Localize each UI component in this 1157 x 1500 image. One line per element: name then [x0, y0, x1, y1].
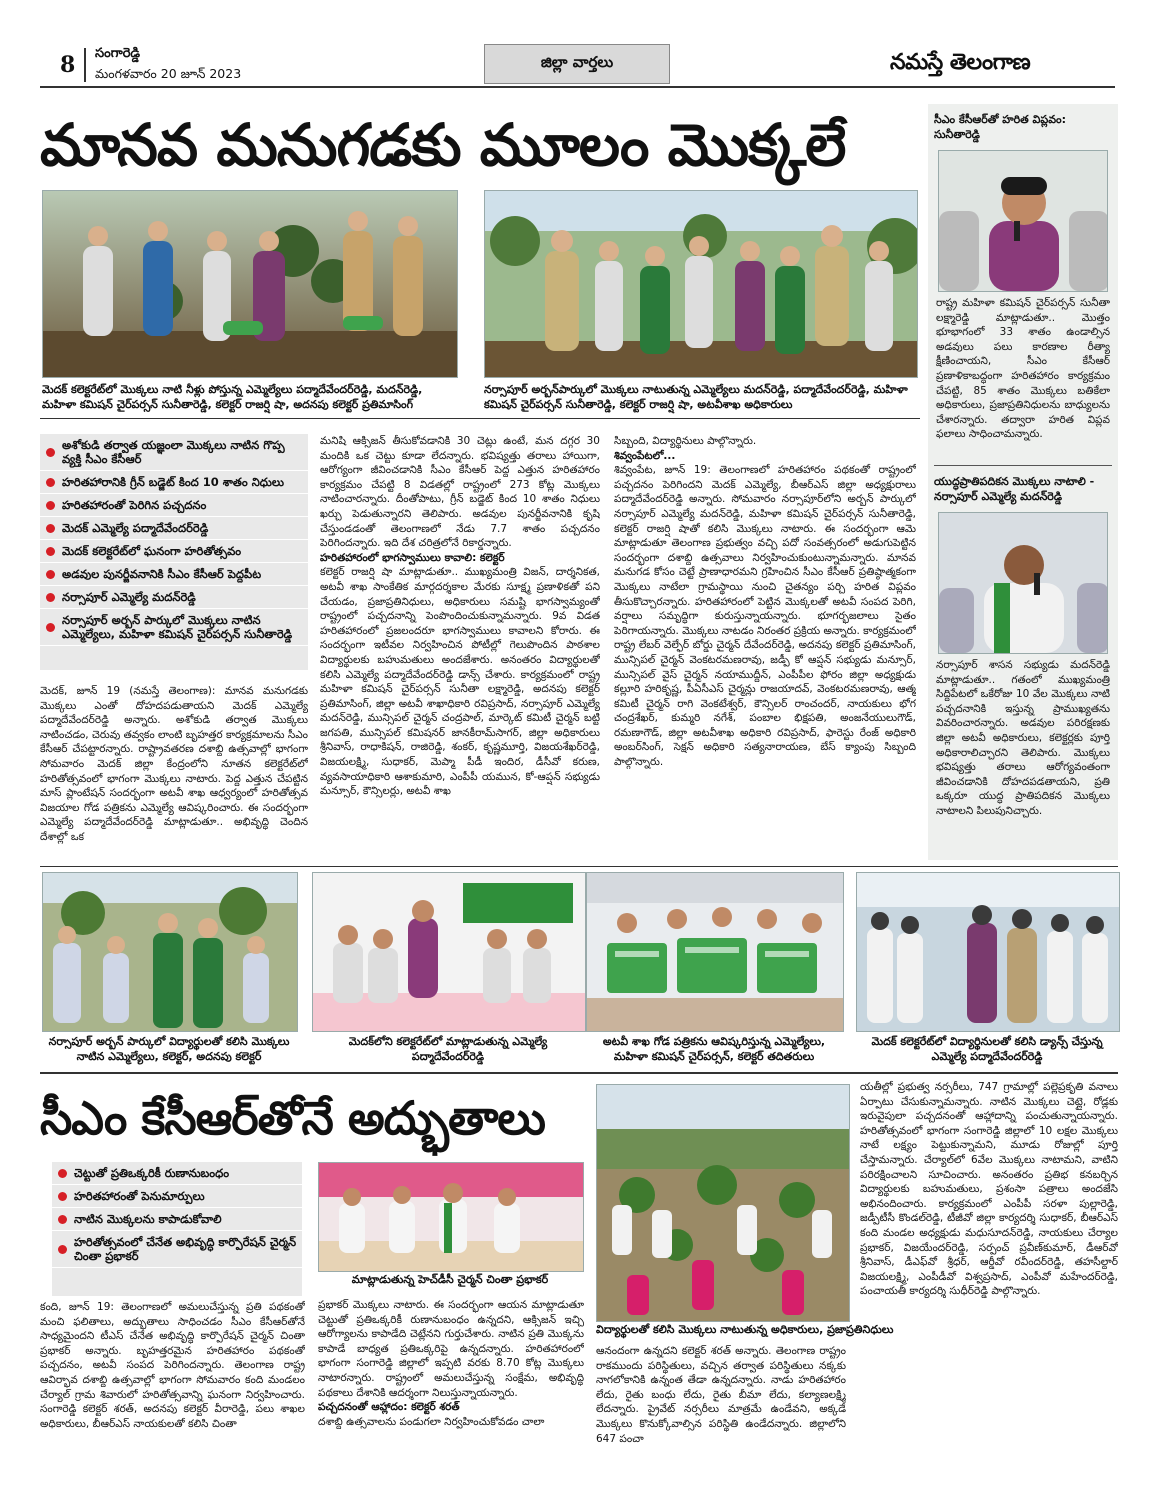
photo-students-icon: [43, 873, 297, 1031]
strip-rule-bottom: [40, 1072, 1118, 1074]
strip-caption-2: మెదక్‌లోని కలెక్టరేట్‌లో మాట్లాడుతున్న ఎమ్మెల్యే పద్మాదేవేందర్‌రెడ్డి: [348, 1035, 548, 1063]
bullet-dot-icon: [46, 501, 55, 510]
photo-crowd-icon: [857, 873, 1119, 1031]
photo-plantation-icon: [597, 1085, 849, 1321]
photo-sunitha-reddy: [938, 150, 1108, 292]
page-number: 8: [60, 52, 76, 78]
photo-stage-icon: [313, 873, 585, 1031]
sidebar-box1-body-wrap: [928, 296, 1118, 461]
main-body-text: కలెక్టర్ రాజర్షి షా మాట్లాడుతూ.. ముఖ్యమంత్రి విజన్, దార్శనికత, అటవీ శాఖ సాంకేతిక మార్గదర్శకాల మేరకు సూక్ష్మ ప్రణాళికతో పని చేయడం, ప్రజాప్రతినిధులు, అధికారులు సమష్టి భాగస్వామ్యంతో రాష్ట్రంలో పచ్చదనాన్ని పెంపొందించుకున్నామన్నారు. 9వ విడత హరితహారంలో ప్రజలందరూ భాగస్వాములు కావాలని కోరారు. ఈ సందర్భంగా ఇటీవల నిర్వహించిన పోటీల్లో గెలుపొందిన పాఠశాల విద్యార్థులకు బహుమతులు అందజేశారు. అనంతరం విద్యార్థులతో కలిసి ఎమ్మెల్యే పద్మాదేవేందర్‌రెడ్డి డాన్స్ చేశారు. కార్యక్రమంలో రాష్ట్ర మహిళా కమిషన్ చైర్‌పర్సన్ సునీతా లక్ష్మారెడ్డి, అదనపు కలెక్టర్ ప్రతిమాసింగ్, జిల్లా అటవీ శాఖాధికారి రవిప్రసాద్, నర్సాపూర్ ఎమ్మెల్యే మదన్‌రెడ్డి, మున్సిపల్ చైర్మన్ చంద్రపాల్, మార్కెట్ కమిటీ చైర్మన్ బట్టి జగపతి, మున్సిపల్ కమిషనర్ జానకీరామ్‌సాగర్, జిల్లా అధికారులు శ్రీనివాస్, రాధాకిషన్, రాజిరెడ్డి, శంకర్, కృష్ణమూర్తి, విజయశేఖర్‌రెడ్డి, విజయలక్ష్మి, సుధాకర్, మెప్మా పీడీ ఇందిర, డీసీవో కరుణ, వ్యవసాయాధికారి ఆశాకుమారి, ఎంపీపీ యమున, కో-ఆప్షన్ సభ్యుడు మన్సూర్, కౌన్సిలర్లు, అటవీ శాఖ: [320, 566, 600, 798]
highlight-item: హరితహారానికి గ్రీన్ బడ్జెట్ కింద 10 శాతం నిధులు: [40, 471, 308, 494]
photo-poster-icon: [587, 873, 843, 1031]
bullet-dot-icon: [58, 1169, 67, 1178]
bullet-dot-icon: [58, 1215, 67, 1224]
photo-mla-speaking: [312, 872, 586, 1032]
sidebar-divider: [934, 465, 1112, 466]
bullet-dot-icon: [46, 524, 55, 533]
second-column-2: [318, 1298, 584, 1490]
second-column-1: [40, 1300, 305, 1490]
highlight-item: హరితహారంతో పెరిగిన పచ్చదనం: [40, 494, 308, 517]
second-body-text: కంది, జూన్ 19: తెలంగాణలో అమలుచేస్తున్న ప్రతి పథకంతో మంచి ఫలితాలు, అద్భుతాలు సాధించడం సీఎం కేసీఆర్‌తోనే సాధ్యమైందని టీఎస్ చేనేత అభివృద్ధి కార్పొరేషన్ చైర్మన్ చింతా ప్రభాకర్ అన్నారు. బృహత్తరమైన హరితహారం పథకంతో పచ్చదనం, అటవీ సంపద పెరిగిందన్నారు. తెలంగాణ రాష్ట్ర ఆవిర్భావ దశాబ్ది ఉత్సవాల్లో భాగంగా సోమవారం కంది మండలం చేర్యాల్ గ్రామ శివారులో హరితోత్సవాన్ని ఘనంగా నిర్వహించారు. సంగారెడ్డి కలెక్టర్ శరత్, అదనపు కలెక్టర్ వీరారెడ్డి, పలు శాఖల అధికారులు, బీఆర్‌ఎస్ నాయకులతో కలిసి చింతా: [40, 1301, 305, 1430]
main-body-text: శివ్వంపేట, జూన్ 19: తెలంగాణలో హరితహారం పథకంతో రాష్ట్రంలో పచ్చదనం పెరిగిందని మెదక్ ఎమ్మెల్యే, బీఆర్‌ఎస్ జిల్లా అధ్యక్షురాలు పద్మాదేవేందర్‌రెడ్డి అన్నారు. సోమవారం నర్సాపూర్‌లోని అర్బన్ పార్కులో నర్సాపూర్ ఎమ్మెల్యే మదన్‌రెడ్డి, మహిళా కమిషన్ చైర్‌పర్సన్ సునీతారెడ్డి, కలెక్టర్ రాజర్షి షాతో కలిసి మొక్కలు నాటారు. ఈ సందర్భంగా ఆమె మాట్లాడుతూ తెలంగాణ ప్రభుత్వం వచ్చి పదో సంవత్సరంలో అడుగుపెట్టిన సందర్భంగా దశాబ్ది ఉత్సవాలు నిర్వహించుకుంటున్నామన్నారు. మానవ మనుగడ కోసం చెట్టే ప్రాణాధారమని గ్రహించిన సీఎం కేసీఆర్ ప్రతిష్ఠాత్మకంగా మొక్కలు నాటేలా గ్రామస్థాయి నుంచి చైతన్యం పర్చి హరిత విప్లవం తీసుకొచ్చారన్నారు. హరితహారంలో పెట్టిన మొక్కలతో అటవీ సంపద పెరిగి, వర్షాలు సమృద్ధిగా కురుస్తున్నాయన్నారు. భూగర్భజలాలు సైతం పెరిగాయన్నారు. మొక్కలు నాటడం నిరంతర ప్రక్రియ అన్నారు. కార్యక్రమంలో రాష్ట్ర లేబర్ వెల్ఫేర్ బోర్డు చైర్మన్ దేవేందర్‌రెడ్డి, అదనపు కలెక్టర్ ప్రతిమాసింగ్, మున్సిపల్ చైర్మన్ వెంకటరమణరావు, జడ్పీ కో ఆప్షన్ సభ్యుడు మన్సూర్, మున్సిపల్ వైస్ చైర్మన్ నయాముద్దీన్, ఎంపీపీల ఫోరం జిల్లా అధ్యక్షుడు కల్లూరి హరికృష్ణ, పీఏసీఎస్ చైర్మన్లు రాజయాదవ్, వెంకటరమణరావు, ఆత్మ కమిటీ చైర్మన్ రాగి వెంకటేశ్వర్, కౌన్సిలర్ రాంచందర్, నాయకులు భోగ చంద్రశేఖర్, కుమ్మరి నగేశ్, పంబాల భిక్షపతి, అంజనేయులుగౌడ్, రమణాగౌడ్, జిల్లా అటవీశాఖ అధికారి రవిప్రసాద్, ఫారెస్టు రేంజ్ అధికారి అంబర్‌సింగ్, సెక్షన్ అధికారి సత్యనారాయణ, బేస్ క్యాంపు సిబ్బంది పాల్గొన్నారు.: [614, 464, 916, 769]
highlight-item: మెదక్ ఎమ్మెల్యే పద్మాదేవేందర్‌రెడ్డి: [40, 517, 308, 540]
strip-rule-top: [40, 866, 1118, 867]
photo1-caption: మెదక్ కలెక్టరేట్‌లో మొక్కలు నాటి నీళ్లు పోస్తున్న ఎమ్మెల్యేలు పద్మాదేవేందర్‌రెడ్డి, మదన్‌రెడ్డి, మహిళా కమిషన్ చైర్‌పర్సన్ సునీతారెడ్డి, కలెక్టర్ రాజర్షి షా, అదనపు కలెక్టర్ ప్రతిమాసింగ్: [42, 383, 423, 411]
bullet-dot-icon: [46, 448, 55, 457]
photo-speaker-icon: [939, 151, 1108, 291]
masthead-logo: నమస్తే తెలంగాణ: [890, 50, 1031, 75]
photo-mass-plantation: [596, 1084, 850, 1322]
main-headline: మానవ మనుగడకు మూలం మొక్కలే: [40, 111, 846, 179]
photo-students-dance: [856, 872, 1120, 1032]
sidebar-box2-body-wrap: [928, 658, 1118, 863]
bullet-dot-icon: [46, 623, 55, 632]
main-column-1: [40, 684, 308, 864]
main-body-text: మెదక్, జూన్ 19 (నమస్తే తెలంగాణ): మానవ మనుగడకు మొక్కలు ఎంతో దోహదపడుతాయని మెదక్ ఎమ్మెల్యే పద్మాదేవేందర్‌రెడ్డి అన్నారు. అశోకుడి తర్వాత మొక్కలు నాటించడం, చెరువు తవ్వకం లాంటి బృహత్తర కార్యక్రమాలను సీఎం కేసీఆర్ చేపట్టారన్నారు. రాష్ట్రావతరణ దశాబ్ది ఉత్సవాల్లో భాగంగా సోమవారం మెదక్ జిల్లా కేంద్రంలోని నూతన కలెక్టరేట్‌లో హరితోత్సవంలో భాగంగా మొక్కలు నాటారు. పెద్ద ఎత్తున చేపట్టిన మాస్ ప్లాంటేషన్ సందర్భంగా అటవీ శాఖ ఆధ్వర్యంలో హరితోత్సవ విజయాల గోడ పత్రికను ఎమ్మెల్యే ఆవిష్కరించారు. ఈ సందర్భంగా ఎమ్మెల్యే పద్మాదేవేందర్‌రెడ్డి మాట్లాడుతూ.. అభివృద్ధి చెందిన దేశాల్లో ఒక: [40, 685, 308, 843]
section-label: జిల్లా వార్తలు: [484, 44, 670, 84]
highlight-item: అశోకుడి తర్వాత యజ్ఞంలా మొక్కలు నాటిన గొప్ప వ్యక్తి సీఎం కేసీఆర్: [40, 434, 308, 471]
sidebar-box1-body: రాష్ట్ర మహిళా కమిషన్ చైర్‌పర్సన్ సునీతా లక్ష్మారెడ్డి మాట్లాడుతూ.. మొత్తం భూభాగంలో 33 శాతం ఉండాల్సిన అడవులు పలు కారణాల రీత్యా క్షీణించాయని, సీఎం కేసీఆర్ ప్రణాళికాబద్ధంగా హరితహారం కార్యక్రమం చేపట్టి, 85 శాతం మొక్కలు బతికేలా అధికారులు, ప్రజాప్రతినిధులను బాధ్యులను చేశారన్నారు. తద్వారా హరిత విప్లవ ఫలాలు సాధించామన్నారు.: [936, 297, 1110, 441]
photo-chinta-prabhakar: [318, 1162, 584, 1272]
bullet-dot-icon: [46, 478, 55, 487]
district-name: సంగారెడ్డి: [95, 46, 141, 61]
bullet-dot-icon: [46, 570, 55, 579]
issue-date: మంగళవారం 20 జూన్ 2023: [95, 66, 242, 81]
small-photo-caption: మాట్లాడుతున్న హెచ్‌డీసీ చైర్మన్ చింతా ప్రభాకర్: [351, 1273, 549, 1286]
photo-speaker-icon: [939, 513, 1108, 653]
strip-caption-1: నర్సాపూర్ అర్బన్ పార్కులో విద్యార్థులతో కలిసి మొక్కలు నాటిన ఎమ్మెల్యేలు, కలెక్టర్, అదనపు కలెక్టర్: [48, 1035, 290, 1063]
bullet-dot-icon: [46, 593, 55, 602]
main-body-text: సిబ్బంది, విద్యార్థినులు పాల్గొన్నారు.: [614, 435, 757, 447]
collector-sharath-subhead: పచ్చదనంతో ఆహ్లాదం: కలెక్టర్ శరత్: [318, 1401, 460, 1414]
caption-rule: [40, 418, 920, 419]
sidebar-box1-title: సీఎం కేసీఆర్‌తో హరిత విప్లవం: సునీతారెడ్డి: [934, 113, 1066, 141]
highlight-item: అడవుల పునర్జీవనానికి సీఎం కేసీఆర్ పెద్దపీట: [40, 563, 308, 586]
photo2-caption: నర్సాపూర్ అర్బన్‌పార్కులో మొక్కలు నాటుతున్న ఎమ్మెల్యేలు మదన్‌రెడ్డి, పద్మాదేవేందర్‌రెడ్డి, మహిళా కమిషన్ చైర్‌పర్సన్ సునీతారెడ్డి, కలెక్టర్ రాజర్షి షా, అటవీశాఖ అధికారులు: [484, 383, 908, 411]
highlight-item: చెట్టుతో ప్రతిఒక్కరికీ రుణానుబంధం: [52, 1162, 302, 1185]
big-photo-caption: విద్యార్థులతో కలిసి మొక్కలు నాటుతున్న అధికారులు, ప్రజాప్రతినిధులు: [596, 1323, 894, 1336]
second-body-text: దశాబ్ది ఉత్సవాలను పండుగలా నిర్వహించుకోవడం చాలా: [318, 1415, 545, 1428]
photo-group-planting-icon: [485, 191, 917, 377]
sidebar: [928, 104, 1118, 860]
sidebar-box2-body: నర్సాపూర్ శాసన సభ్యుడు మదన్‌రెడ్డి మాట్లాడుతూ.. గతంలో ముఖ్యమంత్రి సిద్దిపేటలో ఒకేరోజు 10 వేల మొక్కలు నాటి పచ్చదనానికి ఇస్తున్న ప్రాముఖ్యతను వివరించారన్నారు. అడవుల పరిరక్షణకు జిల్లా అటవీ అధికారులు, కలెక్టర్లకు పూర్తి అధికారాలిచ్చారని తెలిపారు. మొక్కలు భవిష్యత్తు తరాలు ఆరోగ్యవంతంగా జీవించడానికి దోహదపడతాయని, ప్రతి ఒక్కరూ యుద్ధ ప్రాతిపదికన మొక్కలు నాటాలని పిలుపునిచ్చారు.: [936, 659, 1110, 817]
strip-caption-3: అటవీ శాఖ గోడ పత్రికను ఆవిష్కరిస్తున్న ఎమ్మెల్యేలు, మహిళా కమిషన్ చైర్‌పర్సన్, కలెక్టర్ తదితరులు: [602, 1035, 826, 1063]
main-column-2: [320, 434, 600, 864]
collector-subhead: హరితహారంలో భాగస్వాములు కావాలి: కలెక్టర్: [320, 551, 505, 564]
header-divider: [84, 48, 86, 82]
photo-wall-poster-release: [586, 872, 844, 1032]
photo-madan-reddy: [938, 512, 1108, 654]
highlight-item: నర్సాపూర్ ఎమ్మెల్యే మదన్‌రెడ్డి: [40, 586, 308, 609]
photo-dais-icon: [319, 1163, 583, 1271]
bullet-dot-icon: [58, 1245, 67, 1254]
photo-narsapur-plantation: [484, 190, 918, 378]
header-rule: [40, 86, 1115, 88]
photo-students-planting: [42, 872, 298, 1032]
second-headline: సీఎం కేసీఆర్‌తోనే అద్భుతాలు: [40, 1091, 545, 1145]
highlight-item: మెదక్ కలెక్టరేట్‌లో ఘనంగా హరితోత్సవం: [40, 540, 308, 563]
photo-people-planting-icon: [43, 191, 457, 377]
second-column-4: [860, 1080, 1118, 1490]
main-body-text: మనిషి ఆక్సిజన్ తీసుకోవడానికి 30 చెట్లు ఉంటే, మన దగ్గర 30 మందికి ఒక చెట్టు కూడా లేదన్నారు. భవిష్యత్తు తరాలు హాయిగా, ఆరోగ్యంగా జీవించడానికి సీఎం కేసీఆర్ పెద్ద ఎత్తున హరితహారం కార్యక్రమం చేపట్టి 8 విడతల్లో రాష్ట్రంలో 273 కోట్ల మొక్కలు నాటించారన్నారు. దీంతోపాటు, గ్రీన్ బడ్జెట్ కింద 10 శాతం నిధులు ఖర్చు పెడుతున్నారని తెలిపారు. అడవుల పునర్జీవనానికి కృషి చేస్తుండడంతో తెలంగాణలో నేడు 7.7 శాతం పచ్చదనం పెరిగిందన్నారు. ఇది దేశ చరిత్రలోనే రికార్డన్నారు.: [320, 435, 600, 550]
highlight-item: హరితహారంతో పెనుమార్పులు: [52, 1185, 302, 1208]
highlight-item: నాటిన మొక్కలను కాపాడుకోవాలి: [52, 1208, 302, 1231]
second-body-text: యతీల్లో ప్రభుత్వ నర్సరీలు, 747 గ్రామాల్లో పల్లెప్రకృతి వనాలు ఏర్పాటు చేసుకున్నామన్నారు. నాటిన మొక్కలు చెట్లై, రోడ్లకు ఇరువైపులా పచ్చదనంతో ఆహ్లాదాన్ని పంచుతున్నాయన్నారు. హరితోత్సవంలో భాగంగా సంగారెడ్డి జిల్లాలో 10 లక్షల మొక్కలు నాటే లక్ష్యం పెట్టుకున్నామని, మూడు రోజుల్లో పూర్తి చేస్తామన్నారు. చేర్యాల్‌లో 6వేల మొక్కలు నాటామని, వాటిని పరిరక్షించాలని సూచించారు. అనంతరం ప్రతిభ కనబర్చిన విద్యార్థులకు బహుమతులు, ప్రశంసా పత్రాలు అందజేసి అభినందించారు. కార్యక్రమంలో ఎంపీపీ సరళా పుల్లారెడ్డి, జడ్పీటీసీ కొండల్‌రెడ్డి, టీజీవో జిల్లా కార్యదర్శి సుధాకర్, బీఆర్‌ఎస్ కంది మండల అధ్యక్షుడు మధుసూదన్‌రెడ్డి, నాయకులు చేర్యాల ప్రభాకర్, విజయేందర్‌రెడ్డి, సర్పంచ్ ప్రవీణ్‌కుమార్, డీఆర్‌వో శ్రీనివాస్, డీఎఫ్‌వో శ్రీధర్, ఆర్డీవో రవీందర్‌రెడ్డి, తహసీల్దార్ విజయలక్ష్మి, ఎంపీడీవో విశ్వప్రసాద్, ఎంపీవో మహేందర్‌రెడ్డి, పంచాయతీ కార్యదర్శి సుధీర్‌రెడ్డి పాల్గొన్నారు.: [860, 1081, 1118, 1298]
second-body-text: ఆనందంగా ఉన్నదని కలెక్టర్ శరత్ అన్నారు. తెలంగాణ రాష్ట్రం రాకముందు పరిస్థితులు, వచ్చిన తర్వాత పరిస్థితులు నక్కకు నాగలోకానికి ఉన్నంత తేడా ఉన్నదన్నారు. నాడు హరితహారం లేదు, రైతు బంధు లేదు, రైతు బీమా లేదు, కల్యాణలక్ష్మి లేదన్నారు. ప్రైవేట్ నర్సరీలు మాత్రమే ఉండేవని, అక్కడే మొక్కలు కొనుక్కోవాల్సిన పరిస్థితి ఉండేదన్నారు. జిల్లాలోని 647 పంచా: [596, 1345, 846, 1445]
strip-caption-4: మెదక్ కలెక్టరేట్‌లో విద్యార్థినులతో కలిసి డ్యాన్స్ చేస్తున్న ఎమ్మెల్యే పద్మాదేవేందర్‌రెడ్డి: [871, 1035, 1103, 1063]
main-column-3: [614, 434, 916, 864]
highlight-item: నర్సాపూర్ అర్బన్ పార్కులో మొక్కలు నాటిన ఎమ్మెల్యేలు, మహిళా కమిషన్ చైర్‌పర్సన్ సునీతారెడ్డి: [40, 609, 308, 646]
second-body-text: ప్రభాకర్ మొక్కలు నాటారు. ఈ సందర్భంగా ఆయన మాట్లాడుతూ చెట్టుతో ప్రతిఒక్కరికీ రుణానుబంధం ఉన్నదని, ఆక్సిజన్ ఇచ్చి ఆరోగ్యాలను కాపాడేది చెట్లేనని గుర్తుచేశారు. నాటిన ప్రతి మొక్కను కాపాడే బాధ్యత ప్రతిఒక్కరిపై ఉన్నదన్నారు. హరితహారంలో భాగంగా సంగారెడ్డి జిల్లాలో ఇప్పటి వరకు 8.70 కోట్ల మొక్కలు నాటారన్నారు. రాష్ట్రంలో అమలుచేస్తున్న సంక్షేమ, అభివృద్ధి పథకాలు దేశానికి ఆదర్శంగా నిలుస్తున్నాయన్నారు.: [318, 1299, 584, 1399]
bullet-dot-icon: [58, 1192, 67, 1201]
second-highlights: [52, 1162, 302, 1296]
photo-medak-plantation: [42, 190, 458, 378]
highlight-item: హరితోత్సవంలో చేనేత అభివృద్ధి కార్పొరేషన్ చైర్మన్ చింతా ప్రభాకర్: [52, 1231, 302, 1268]
main-highlights: [40, 434, 308, 670]
bullet-dot-icon: [46, 547, 55, 556]
sidebar-box2-title: యుద్ధప్రాతిపదికన మొక్కలు నాటాలి - నర్సాపూర్ ఎమ్మెల్యే మదన్‌రెడ్డి: [934, 475, 1095, 503]
shivvampet-subhead: శివ్వంపేటలో...: [614, 449, 676, 462]
second-column-3: [596, 1344, 846, 1490]
